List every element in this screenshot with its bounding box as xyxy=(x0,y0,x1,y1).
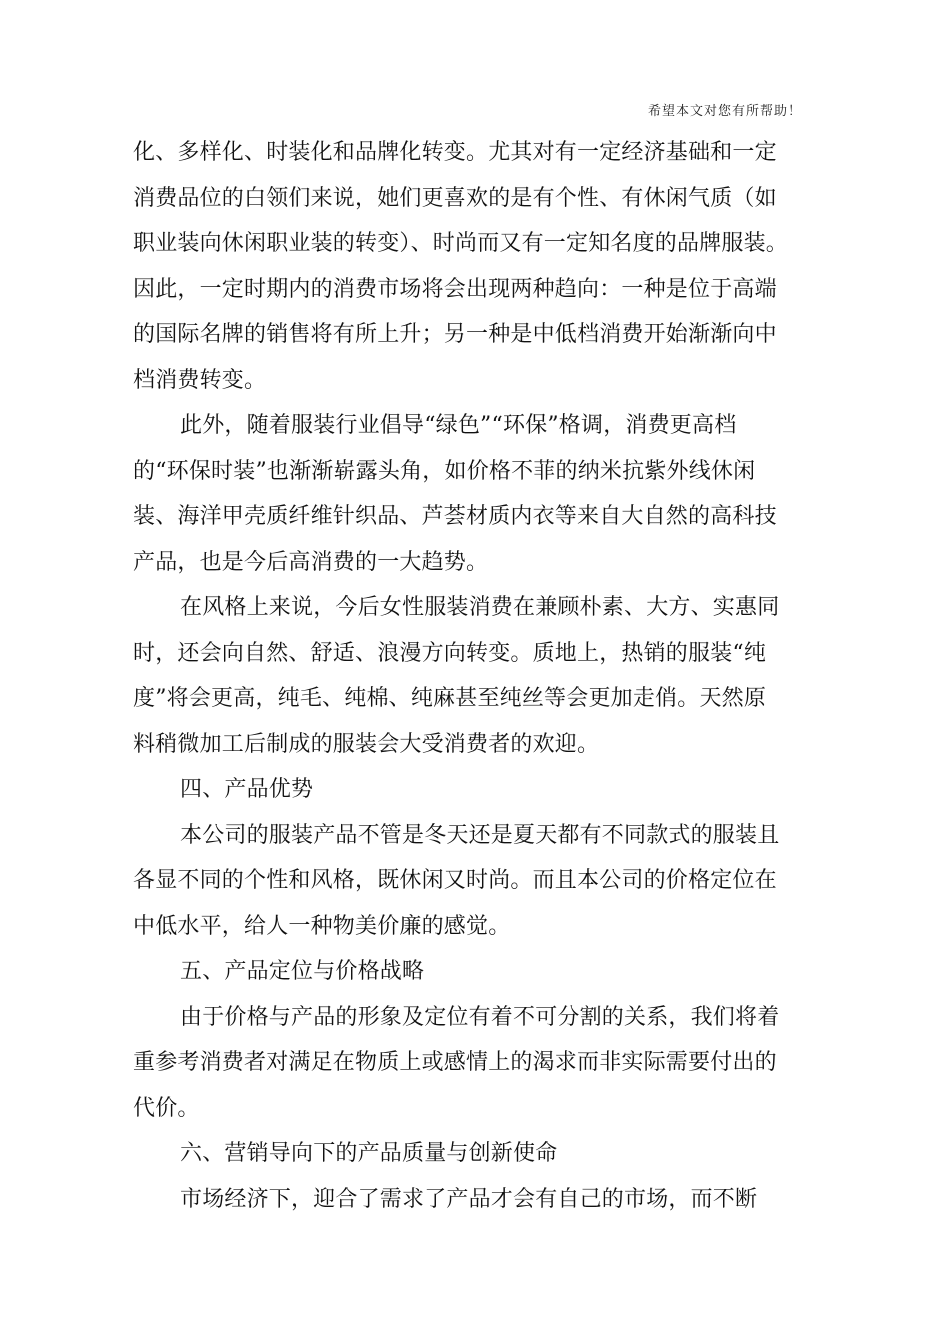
text-line: 的国际名牌的销售将有所上升；另一种是中低档消费开始渐渐向中 xyxy=(133,322,777,347)
text-line: 装、海洋甲壳质纤维针织品、芦荟材质内衣等来自大自然的高科技 xyxy=(133,504,777,529)
section-heading: 六、营销导向下的产品质量与创新使命 xyxy=(180,1141,558,1166)
text-line: 档消费转变。 xyxy=(133,367,267,393)
text-line: 各显不同的个性和风格，既休闲又时尚。而且本公司的价格定位在 xyxy=(133,868,777,893)
text-line: 度”将会更高，纯毛、纯棉、纯麻甚至纯丝等会更加走俏。天然原 xyxy=(133,686,767,711)
paragraph-first-line: 此外，随着服装行业倡导“绿色”“环保”格调，消费更高档 xyxy=(180,413,737,438)
paragraph-first-line: 本公司的服装产品不管是冬天还是夏天都有不同款式的服装且 xyxy=(180,822,780,848)
text-line: 中低水平，给人一种物美价廉的感觉。 xyxy=(133,913,511,939)
text-line: 因此，一定时期内的消费市场将会出现两种趋向：一种是位于高端 xyxy=(133,276,777,302)
text-line: 化、多样化、时装化和品牌化转变。尤其对有一定经济基础和一定 xyxy=(133,140,777,165)
text-line: 代价。 xyxy=(133,1095,200,1121)
text-line: 产品，也是今后高消费的一大趋势。 xyxy=(133,549,489,575)
text-line: 职业装向休闲职业装的转变）、时尚而又有一定知名度的品牌服装。 xyxy=(133,231,789,256)
section-heading: 五、产品定位与价格战略 xyxy=(180,959,425,984)
text-line: 的“环保时装”也渐渐崭露头角，如价格不菲的纳米抗紫外线休闲 xyxy=(133,458,756,484)
paragraph-first-line: 由于价格与产品的形象及定位有着不可分割的关系，我们将着 xyxy=(180,1004,780,1030)
section-heading: 四、产品优势 xyxy=(180,777,314,802)
paragraph-first-line: 市场经济下，迎合了需求了产品才会有自己的市场，而不断 xyxy=(180,1186,758,1212)
text-line: 料稍微加工后制成的服装会大受消费者的欢迎。 xyxy=(133,731,600,757)
text-line: 时，还会向自然、舒适、浪漫方向转变。质地上，热销的服装“纯 xyxy=(133,640,767,666)
text-line: 重参考消费者对满足在物质上或感情上的渴求而非实际需要付出的 xyxy=(133,1050,777,1075)
document-body xyxy=(133,130,823,1222)
header-note: 希望本文对您有所帮助！ xyxy=(648,104,803,119)
text-line: 消费品位的白领们来说，她们更喜欢的是有个性、有休闲气质（如 xyxy=(133,185,777,211)
paragraph-first-line: 在风格上来说，今后女性服装消费在兼顾朴素、大方、实惠同 xyxy=(180,595,780,620)
